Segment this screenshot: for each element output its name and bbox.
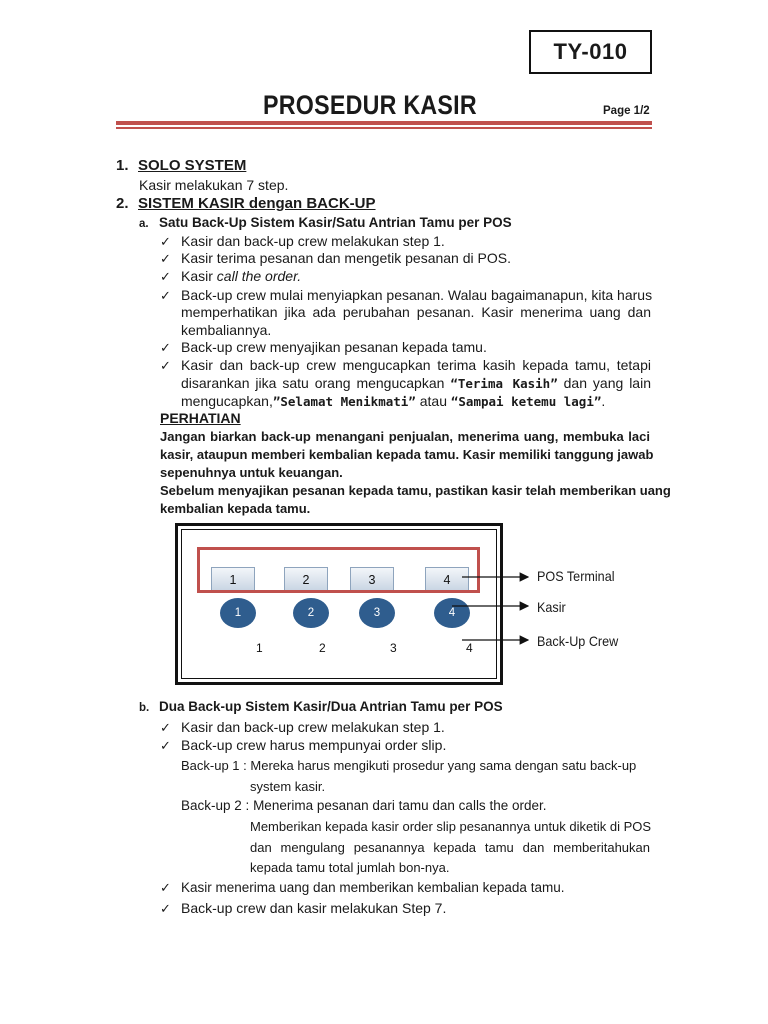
perhatian-line: Sebelum menyajikan pesanan kepada tamu, pastikan kasir telah memberikan uang: [160, 483, 671, 498]
backup-1-continued: system kasir.: [250, 779, 326, 794]
check-icon: ✓: [160, 880, 171, 895]
perhatian-line: kasir, ataupun memberi kembalian kepada tamu. Kasir memiliki tanggung jawab: [160, 447, 654, 462]
pos-terminal-box: 4: [425, 567, 469, 593]
crew-number: 3: [390, 641, 397, 655]
list-item: Kasir call the order.: [181, 268, 302, 284]
check-icon: ✓: [160, 234, 171, 249]
backup-2-line: Back-up 2 : Menerima pesanan dari tamu dan calls the order.: [181, 798, 547, 813]
check-icon: ✓: [160, 340, 171, 355]
list-item: Kasir dan back-up crew melakukan step 1.: [181, 719, 445, 735]
check-icon: ✓: [160, 251, 171, 266]
kasir-circle: 1: [220, 598, 256, 628]
backup-2-continued: kepada tamu total jumlah bon-nya.: [250, 860, 450, 875]
list-item-continued: disarankan jika satu orang mengucapkan “Terima Kasih” dan yang lain: [181, 375, 651, 391]
check-icon: ✓: [160, 901, 171, 916]
perhatian-line: sepenuhnya untuk keuangan.: [160, 465, 343, 480]
list-item: Back-up crew harus mempunyai order slip.: [181, 737, 447, 753]
list-item: Back-up crew menyajikan pesanan kepada tamu.: [181, 339, 487, 355]
list-item-continued: kembaliannya.: [181, 322, 272, 338]
list-item: Kasir menerima uang dan memberikan kembalian kepada tamu.: [181, 880, 565, 895]
list-item-continued: mengucapkan,”Selamat Menikmati” atau “Sampai ketemu lagi”.: [181, 393, 606, 409]
check-icon: ✓: [160, 738, 171, 753]
perhatian-heading: PERHATIAN: [160, 410, 241, 426]
pos-terminal-box: 3: [350, 567, 394, 593]
kasir-circle: 2: [293, 598, 329, 628]
list-item: Kasir dan back-up crew mengucapkan terima kasih kepada tamu, tetapi: [181, 357, 651, 373]
backup-crew-label: Back-Up Crew: [537, 633, 619, 649]
list-item-continued: memperhatikan jika ada perubahan pesanan. Kasir menerima uang dan: [181, 304, 651, 320]
list-item: Kasir terima pesanan dan mengetik pesanan di POS.: [181, 250, 511, 266]
backup-2-continued: dan mengulang pesanannya kepada tamu dan memberitahukan: [250, 840, 650, 855]
page-number: Page 1/2: [603, 105, 650, 117]
backup-2-continued: Memberikan kepada kasir order slip pesanannya untuk diketik di POS: [250, 819, 652, 834]
list-item: Kasir dan back-up crew melakukan step 1.: [181, 233, 445, 249]
section-1-heading: 1. SOLO SYSTEM: [116, 157, 247, 174]
check-icon: ✓: [160, 288, 171, 303]
kasir-label: Kasir: [537, 599, 566, 615]
section-2-heading: 2. SISTEM KASIR dengan BACK-UP: [116, 195, 376, 212]
pos-terminal-box: 1: [211, 567, 255, 593]
kasir-circle: 3: [359, 598, 395, 628]
crew-number: 1: [256, 641, 263, 655]
crew-number: 2: [319, 641, 326, 655]
subsection-a-heading: a. Satu Back-Up Sistem Kasir/Satu Antrian Tamu per POS: [139, 215, 512, 230]
pos-terminal-label: POS Terminal: [537, 568, 615, 584]
kasir-circle: 4: [434, 598, 470, 628]
check-icon: ✓: [160, 269, 171, 284]
list-item: Back-up crew dan kasir melakukan Step 7.: [181, 900, 447, 916]
section-1-text: Kasir melakukan 7 step.: [139, 177, 289, 193]
check-icon: ✓: [160, 720, 171, 735]
backup-1-line: Back-up 1 : Mereka harus mengikuti prosedur yang sama dengan satu back-up: [181, 758, 637, 773]
perhatian-line: Jangan biarkan back-up menangani penjualan, menerima uang, membuka laci: [160, 429, 650, 444]
crew-number: 4: [466, 641, 473, 655]
document-title: PROSEDUR KASIR: [263, 90, 477, 120]
perhatian-line: kembalian kepada tamu.: [160, 501, 311, 516]
check-icon: ✓: [160, 358, 171, 373]
subsection-b-heading: b. Dua Back-up Sistem Kasir/Dua Antrian Tamu per POS: [139, 699, 503, 714]
pos-terminal-box: 2: [284, 567, 328, 593]
document-code: TY-010: [529, 30, 652, 74]
list-item: Back-up crew mulai menyiapkan pesanan. Walau bagaimanapun, kita harus: [181, 287, 653, 303]
